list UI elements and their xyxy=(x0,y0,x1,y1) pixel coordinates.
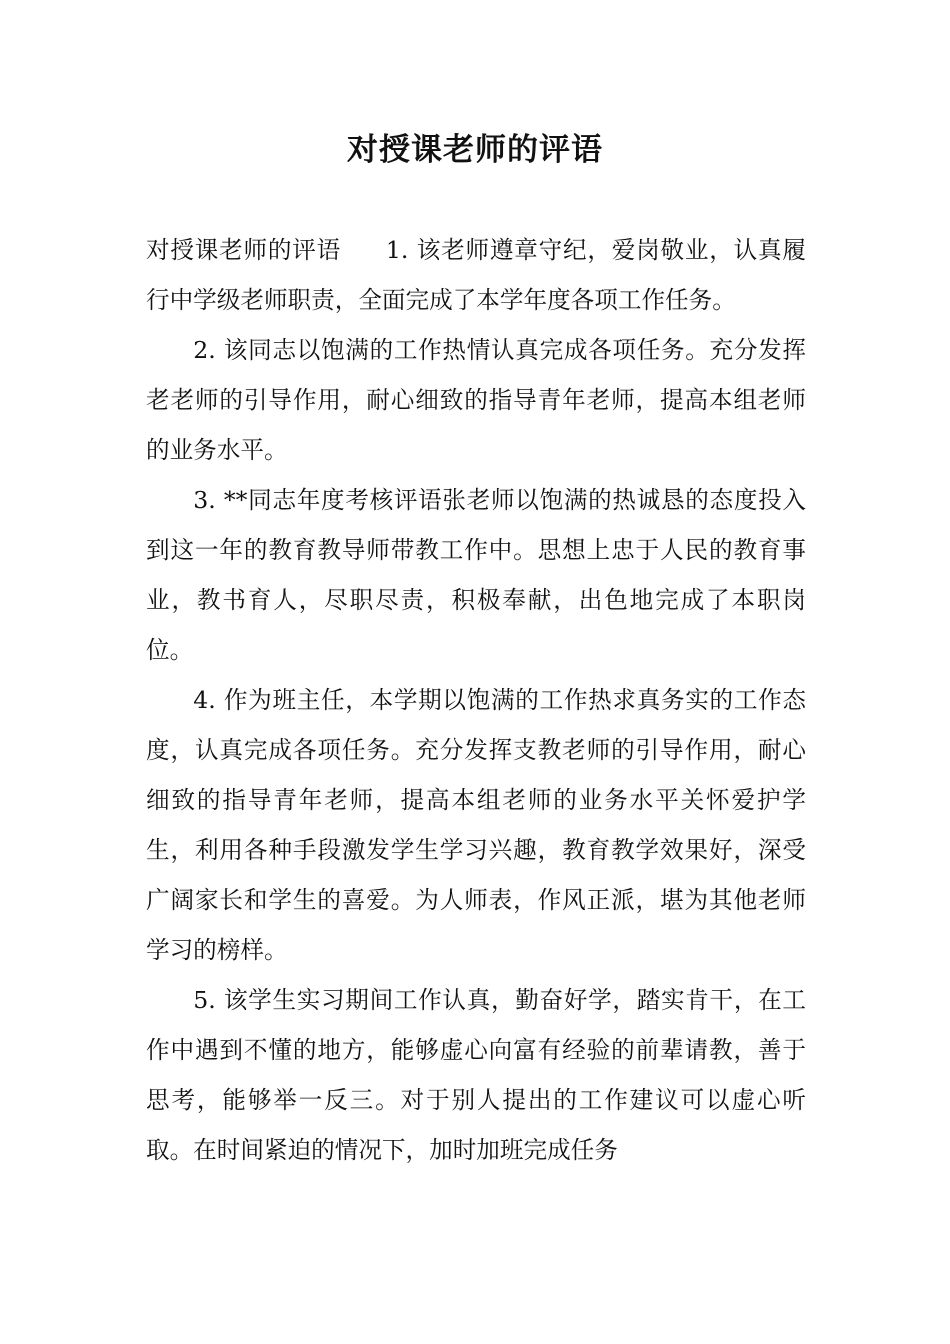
paragraph-3: 3. **同志年度考核评语张老师以饱满的热诚恳的态度投入到这一年的教育教导师带教工作中。思想上忠于人民的教育事业，教书育人，尽职尽责，积极奉献，出色地完成了本职岗位。 xyxy=(146,486,806,664)
document-title: 对授课老师的评语 xyxy=(347,132,603,168)
paragraph-5: 5. 该学生实习期间工作认真，勤奋好学，踏实肯干，在工作中遇到不懂的地方，能够虚心向富有经验的前辈请教，善于思考，能够举一反三。对于别人提出的工作建议可以虚心听取。在时间紧迫的情况下，加时加班完成任务 xyxy=(146,986,806,1164)
paragraph-2: 2. 该同志以饱满的工作热情认真完成各项任务。充分发挥老老师的引导作用，耐心细致的指导青年老师，提高本组老师的业务水平。 xyxy=(146,336,806,464)
paragraph-1 xyxy=(146,225,806,325)
paragraph-4: 4. 作为班主任，本学期以饱满的工作热求真务实的工作态度，认真完成各项任务。充分发挥支教老师的引导作用，耐心细致的指导青年老师，提高本组老师的业务水平关怀爱护学生，利用各种手段激发学生学习兴趣，教育教学效果好，深受广阔家长和学生的喜爱。为人师表，作风正派，堪为其他老师学习的榜样。 xyxy=(146,686,806,964)
paragraph-1-text: 1. 该老师遵章守纪，爱岗敬业，认真履行中学级老师职责，全面完成了本学年度各项工作任务。 xyxy=(146,236,807,314)
document-body xyxy=(146,225,806,1175)
lead-label: 对授课老师的评语 xyxy=(146,236,342,264)
